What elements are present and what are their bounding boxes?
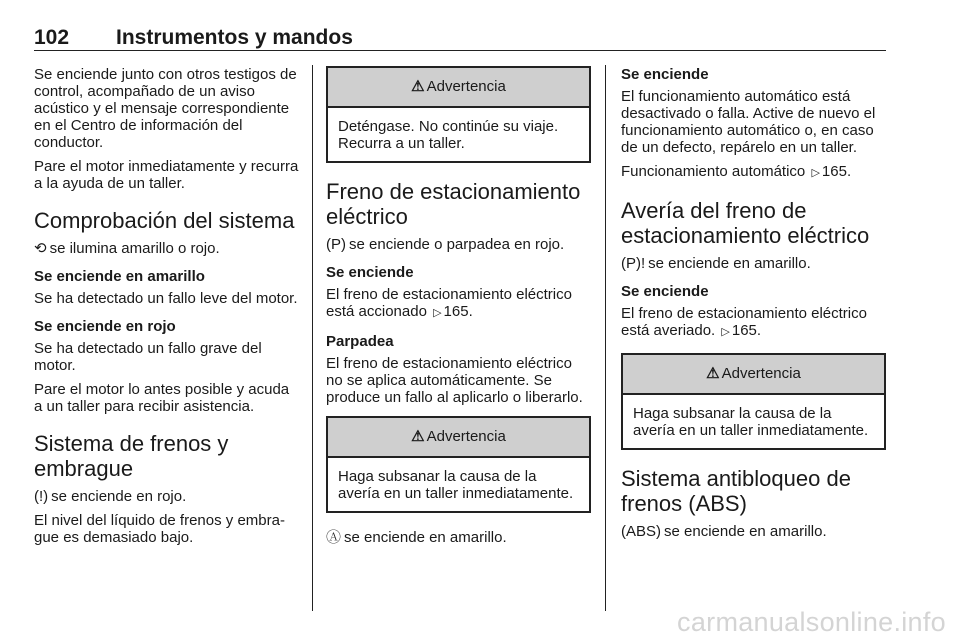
heading-lights-up-2: Se enciende bbox=[621, 66, 709, 83]
page-ref: 165. bbox=[443, 303, 473, 320]
heading-parking-brake-fault: Avería del freno de estacionamiento eléctrico bbox=[621, 198, 870, 248]
yellow-paragraph: Se ha detectado un fallo leve del motor. bbox=[34, 290, 298, 307]
lights-up-paragraph: El freno de estacionamiento eléctrico está accionado ▷ 165. bbox=[326, 286, 572, 320]
watermark: carmanualsonline.info bbox=[677, 607, 946, 637]
brakes-paragraph-2: El nivel del líquido de frenos y embrague es demasiado bajo. bbox=[34, 512, 285, 546]
brakes-paragraph-1: (!) se enciende en rojo. bbox=[34, 488, 187, 505]
brake-warning-icon: (!) bbox=[34, 488, 49, 505]
page-ref-arrow-icon: ▷ bbox=[721, 326, 730, 338]
heading-flashes: Parpadea bbox=[326, 333, 394, 350]
warning-box-3 bbox=[621, 353, 886, 450]
column-divider-right bbox=[605, 65, 606, 611]
warning-box-1-header: ⚠ Advertencia bbox=[328, 68, 589, 108]
auto-mode-paragraph: Ⓐ se enciende en amarillo. bbox=[326, 529, 507, 546]
auto-ref-paragraph: Funcionamiento automático ▷ 165. bbox=[621, 163, 852, 180]
auto-disabled-paragraph: El funcionamiento automático está desactivado o falla. Active de nuevo el funcionamiento automático o, en caso de un defecto, repárelo en un taller. bbox=[621, 88, 876, 156]
heading-electric-parking-brake: Freno de estacionamiento eléctrico bbox=[326, 179, 581, 229]
column-divider-left bbox=[312, 65, 313, 611]
stop-engine-paragraph: Pare el motor inmediatamente y recurra a la ayuda de un taller. bbox=[34, 158, 299, 192]
red-paragraph-2: Pare el motor lo antes posible y acuda a un taller para recibir asistencia. bbox=[34, 381, 290, 415]
column-2 bbox=[326, 66, 591, 553]
fault-desc-paragraph: El freno de estacionamiento eléctrico está averiado. ▷ 165. bbox=[621, 305, 867, 339]
fault-paragraph: (P)! se enciende en amarillo. bbox=[621, 255, 811, 272]
warning-icon: ⚠ bbox=[411, 428, 425, 445]
warning-box-1 bbox=[326, 66, 591, 163]
engine-check-icon: ⟲ bbox=[34, 240, 47, 257]
page-ref-arrow-icon: ▷ bbox=[811, 167, 820, 179]
parking-brake-fault-icon: (P)! bbox=[621, 255, 646, 272]
heading-abs: Sistema antibloqueo de frenos (ABS) bbox=[621, 466, 851, 516]
page-ref-arrow-icon: ▷ bbox=[433, 307, 442, 319]
warning-box-2-body: Haga subsanar la causa de la avería en un taller inmediatamente. bbox=[338, 468, 574, 502]
heading-brakes-clutch: Sistema de frenos y embrague bbox=[34, 431, 229, 481]
heading-lights-up: Se enciende bbox=[326, 264, 414, 281]
heading-system-check: Comprobación del sistema bbox=[34, 208, 295, 233]
warning-box-3-body: Haga subsanar la causa de la avería en un taller inmediatamente. bbox=[633, 405, 869, 439]
page-title: Instrumentos y mandos bbox=[116, 26, 353, 49]
header-rule bbox=[34, 50, 886, 51]
warning-icon: ⚠ bbox=[706, 365, 720, 382]
parking-brake-icon: (P) bbox=[326, 236, 346, 253]
warning-box-2-header: ⚠ Advertencia bbox=[328, 418, 589, 458]
system-check-paragraph: ⟲ se ilumina amarillo o rojo. bbox=[34, 240, 220, 257]
page-ref: 165. bbox=[821, 163, 852, 180]
page-number: 102 bbox=[34, 26, 70, 49]
red-paragraph-1: Se ha detectado un fallo grave del motor. bbox=[34, 340, 262, 374]
flashes-paragraph: El freno de estacionamiento eléctrico no se aplica automáticamente. Se produce un fallo al aplicarlo o liberarlo. bbox=[326, 355, 583, 406]
heading-yellow: Se enciende en amarillo bbox=[34, 268, 205, 285]
warning-box-1-body: Deténgase. No continúe su viaje. Recurra a un taller. bbox=[338, 118, 559, 152]
column-1 bbox=[34, 66, 300, 553]
column-3 bbox=[621, 66, 886, 547]
abs-icon: (ABS) bbox=[621, 523, 662, 540]
parking-brake-paragraph: (P) se enciende o parpadea en rojo. bbox=[326, 236, 565, 253]
warning-box-3-header: ⚠ Advertencia bbox=[623, 355, 884, 395]
warning-box-2 bbox=[326, 416, 591, 513]
page-header bbox=[34, 26, 886, 52]
intro-paragraph: Se enciende junto con otros testigos de control, acompañado de un aviso acústico y el mensaje correspondiente en el Centro de información del conductor. bbox=[34, 66, 297, 151]
abs-paragraph: (ABS) se enciende en amarillo. bbox=[621, 523, 827, 540]
heading-red: Se enciende en rojo bbox=[34, 318, 176, 335]
warning-icon: ⚠ bbox=[411, 78, 425, 95]
page-ref: 165. bbox=[731, 322, 762, 339]
auto-parking-icon: Ⓐ bbox=[326, 529, 342, 546]
heading-lights-up-3: Se enciende bbox=[621, 283, 709, 300]
